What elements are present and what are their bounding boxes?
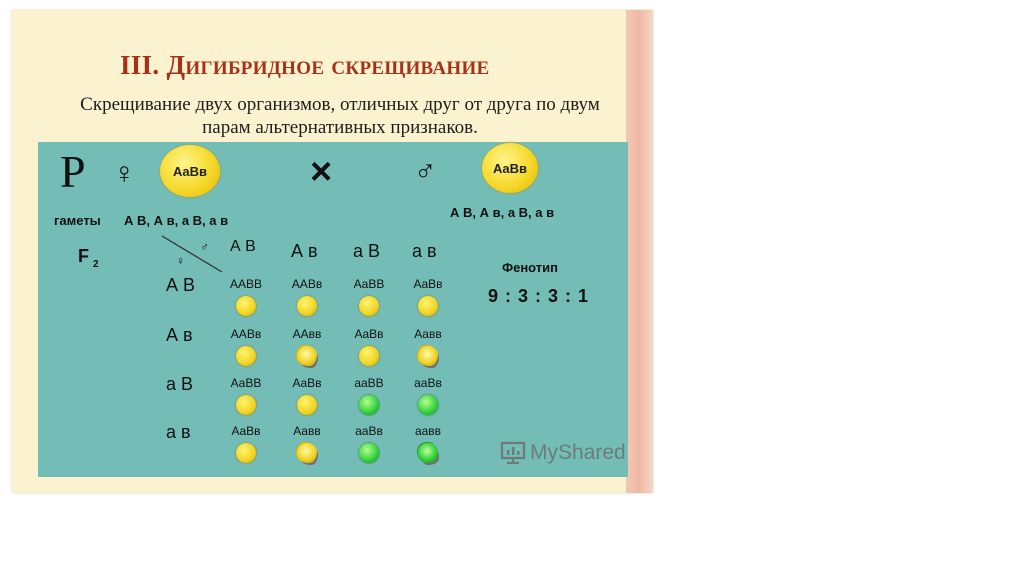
- pea-green-round-icon: [359, 443, 379, 463]
- phenotype-label: Фенотип: [502, 260, 559, 275]
- punnett-row-gamete: а в: [166, 422, 191, 442]
- male-gametes: А В, А в, а В, а в: [450, 205, 555, 220]
- pea-yellow-round-icon: [236, 346, 256, 366]
- punnett-diagonal-line: [160, 234, 226, 274]
- punnett-cell-genotype: AABB: [229, 277, 263, 291]
- punnett-column-header: А В: [230, 238, 256, 255]
- punnett-row-gamete: А В: [166, 275, 196, 295]
- slide-border-decoration: [626, 10, 653, 493]
- slide-subtitle: Скрещивание двух организмов, отличных друг от друга по двум парам альтернативных признаков.: [80, 94, 600, 138]
- pea-yellow-round-icon: [236, 443, 256, 463]
- punnett-cell-genotype: Aaвв: [293, 424, 321, 438]
- punnett-cell-genotype: aaBB: [354, 376, 384, 390]
- punnett-cell-genotype: AABв: [291, 277, 323, 291]
- pea-green-round-icon: [418, 395, 438, 415]
- gametes-label: гаметы: [54, 213, 101, 228]
- punnett-cell-genotype: Aaвв: [414, 327, 442, 341]
- pea-yellow-round-icon: [297, 296, 317, 316]
- watermark-text: MyShared: [530, 441, 626, 464]
- punnett-cell-genotype: AaBв: [413, 277, 443, 291]
- punnett-male-header-icon: ♂: [200, 240, 209, 254]
- cross-symbol: ×: [310, 151, 333, 193]
- punnett-cell-genotype: AaBв: [292, 376, 322, 390]
- pea-yellow-wrinkled-icon: [297, 346, 317, 366]
- punnett-cell-genotype: AaBB: [230, 376, 262, 390]
- pea-yellow-round-icon: [359, 296, 379, 316]
- pea-yellow-wrinkled-icon: [418, 346, 438, 366]
- punnett-cell-genotype: AABв: [230, 327, 262, 341]
- parents-label: P: [60, 146, 86, 197]
- phenotype-ratio: 9 : 3 : 3 : 1: [488, 286, 590, 306]
- punnett-cell-genotype: AaBB: [353, 277, 385, 291]
- punnett-cell-genotype: aaвв: [414, 424, 442, 438]
- pea-yellow-round-icon: [359, 346, 379, 366]
- pea-green-round-icon: [359, 395, 379, 415]
- female-gametes: А В, А в, а В, а в: [124, 213, 229, 228]
- punnett-cell-genotype: aaBв: [414, 376, 442, 390]
- punnett-cell-genotype: AAвв: [292, 327, 322, 341]
- punnett-column-header: А в: [291, 241, 318, 261]
- punnett-column-header: а в: [412, 241, 437, 261]
- watermark-logo: [500, 441, 626, 465]
- f2-subscript: 2: [93, 258, 99, 270]
- punnett-female-header-icon: ♀: [176, 254, 185, 268]
- female-parent-genotype: AaBв: [160, 145, 220, 197]
- punnett-row-gamete: а В: [166, 374, 194, 394]
- punnett-cell-genotype: AaBв: [354, 327, 384, 341]
- f2-letter: F: [78, 246, 89, 266]
- pea-yellow-round-icon: [236, 395, 256, 415]
- slide-title: III. Дигибридное скрещивание: [120, 50, 490, 80]
- pea-yellow-round-icon: [418, 296, 438, 316]
- f2-label: [78, 246, 99, 270]
- pea-yellow-wrinkled-icon: [297, 443, 317, 463]
- presentation-board-icon: [500, 441, 526, 465]
- pea-green-wrinkled-icon: [418, 443, 438, 463]
- punnett-cell-genotype: aaBв: [355, 424, 383, 438]
- punnett-cell-genotype: AaBв: [231, 424, 261, 438]
- diagram-panel: [38, 142, 628, 477]
- pea-yellow-round-icon: [236, 296, 256, 316]
- male-symbol-icon: ♂: [414, 155, 437, 188]
- male-parent-genotype: AaBв: [482, 143, 538, 193]
- pea-yellow-round-icon: [297, 395, 317, 415]
- female-symbol-icon: ♀: [113, 157, 136, 190]
- punnett-column-header: а В: [353, 241, 381, 261]
- punnett-row-gamete: А в: [166, 325, 193, 345]
